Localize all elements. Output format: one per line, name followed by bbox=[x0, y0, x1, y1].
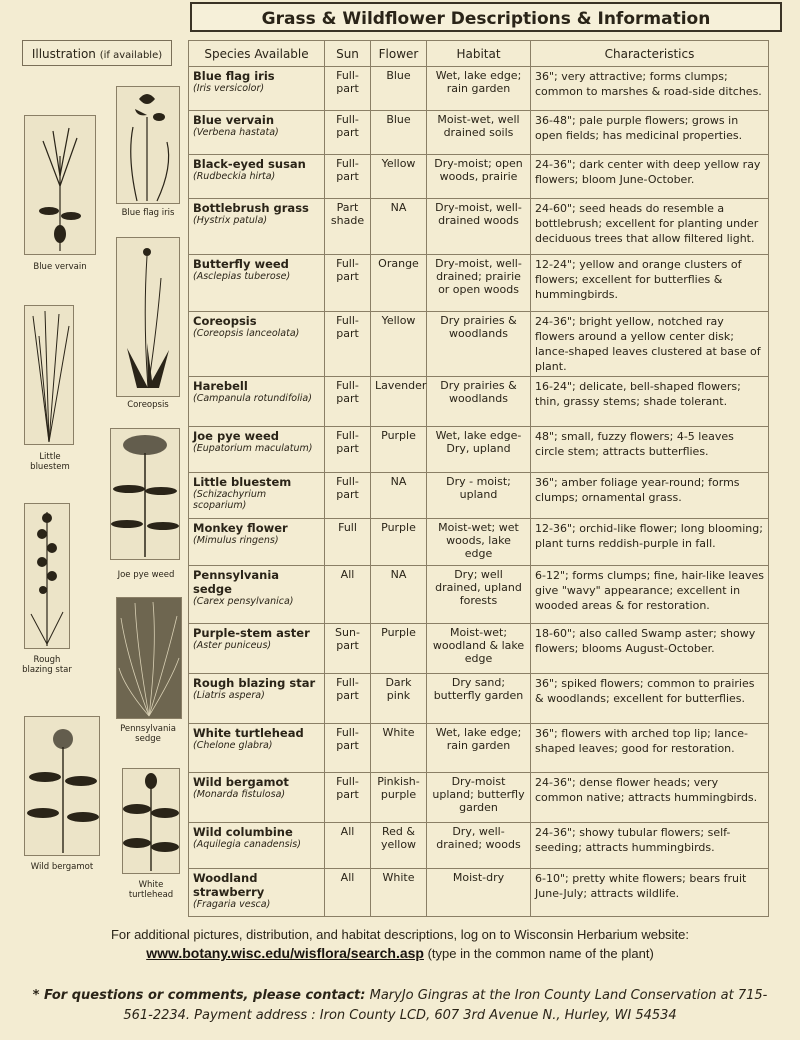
characteristics-cell: 36-48"; pale purple flowers; grows in open fields; has medicinal properties. bbox=[531, 111, 769, 155]
characteristics-cell: 24-36"; bright yellow, notched ray flowers around a yellow center disk; lance-shaped leaves clustered at base of plant. bbox=[531, 312, 769, 377]
table-row bbox=[189, 724, 769, 773]
habitat-cell: Dry, well-drained; woods bbox=[427, 823, 531, 869]
species-latin-name: (Iris versicolor) bbox=[193, 83, 265, 94]
sun-cell: Full-part bbox=[325, 155, 371, 199]
table-row bbox=[189, 519, 769, 566]
characteristics-cell: 18-60"; also called Swamp aster; showy flowers; blooms August-October. bbox=[531, 624, 769, 674]
sun-cell: Full-part bbox=[325, 312, 371, 377]
table-row bbox=[189, 427, 769, 473]
flower-cell: Blue bbox=[371, 67, 427, 111]
habitat-cell: Moist-wet; woodland & lake edge bbox=[427, 624, 531, 674]
contact-label: * For questions or comments, please contact: bbox=[32, 988, 366, 1003]
habitat-cell: Moist-dry bbox=[427, 869, 531, 917]
footer-website-note bbox=[40, 926, 760, 963]
habitat-cell: Moist-wet, well drained soils bbox=[427, 111, 531, 155]
species-cell bbox=[189, 674, 325, 724]
characteristics-cell: 36"; very attractive; forms clumps; common to marshes & road-side ditches. bbox=[531, 67, 769, 111]
joe-pye-weed-drawing bbox=[111, 429, 179, 559]
characteristics-cell: 36"; amber foliage year-round; forms clumps; ornamental grass. bbox=[531, 473, 769, 519]
flower-cell: Orange bbox=[371, 255, 427, 312]
coreopsis-illustration bbox=[116, 237, 180, 397]
page-title: Grass & Wildflower Descriptions & Information bbox=[190, 2, 782, 32]
species-latin-name: (Chelone glabra) bbox=[193, 740, 273, 751]
rough-blazing-star-caption: Rough blazing star bbox=[22, 655, 72, 675]
table-row bbox=[189, 312, 769, 377]
species-latin-name: (Campanula rotundifolia) bbox=[193, 393, 312, 404]
flower-cell: Yellow bbox=[371, 155, 427, 199]
species-cell bbox=[189, 377, 325, 427]
species-cell bbox=[189, 155, 325, 199]
species-common-name: Monkey flower bbox=[193, 521, 288, 535]
blue-flag-iris-drawing bbox=[117, 87, 179, 203]
habitat-cell: Wet, lake edge; rain garden bbox=[427, 724, 531, 773]
species-common-name: Purple-stem aster bbox=[193, 626, 310, 640]
blue-flag-iris-illustration bbox=[116, 86, 180, 204]
flower-cell: Yellow bbox=[371, 312, 427, 377]
species-cell bbox=[189, 255, 325, 312]
species-cell bbox=[189, 724, 325, 773]
flower-cell: Purple bbox=[371, 427, 427, 473]
pennsylvania-sedge-illustration bbox=[116, 597, 182, 719]
joe-pye-weed-caption: Joe pye weed bbox=[117, 570, 175, 580]
species-table bbox=[188, 40, 769, 917]
characteristics-cell: 6-10"; pretty white flowers; bears fruit June-July; attracts wildlife. bbox=[531, 869, 769, 917]
illustration-header-note: (if available) bbox=[99, 50, 163, 61]
species-common-name: Wild columbine bbox=[193, 825, 293, 839]
characteristics-cell: 16-24"; delicate, bell-shaped flowers; thin, grassy stems; shade tolerant. bbox=[531, 377, 769, 427]
habitat-cell: Wet, lake edge- Dry, upland bbox=[427, 427, 531, 473]
pennsylvania-sedge-drawing bbox=[117, 598, 181, 718]
little-bluestem-caption: Little bluestem bbox=[30, 452, 70, 472]
table-row bbox=[189, 473, 769, 519]
flower-cell: Pinkish-purple bbox=[371, 773, 427, 823]
species-latin-name: (Liatris aspera) bbox=[193, 690, 265, 701]
characteristics-cell: 12-24"; yellow and orange clusters of flowers; excellent for butterflies & hummingbirds. bbox=[531, 255, 769, 312]
habitat-cell: Dry-moist, well-drained; prairie or open woods bbox=[427, 255, 531, 312]
table-row bbox=[189, 199, 769, 255]
characteristics-cell: 24-36"; dark center with deep yellow ray flowers; bloom June-October. bbox=[531, 155, 769, 199]
header-flower: Flower bbox=[371, 41, 427, 67]
blue-flag-iris-caption: Blue flag iris bbox=[121, 208, 175, 218]
sun-cell: Part shade bbox=[325, 199, 371, 255]
white-turtlehead-caption: White turtlehead bbox=[128, 880, 174, 900]
habitat-cell: Dry-moist; open woods, prairie bbox=[427, 155, 531, 199]
wild-bergamot-drawing bbox=[25, 717, 99, 855]
flower-cell: White bbox=[371, 724, 427, 773]
sun-cell: Full-part bbox=[325, 473, 371, 519]
species-latin-name: (Aster puniceus) bbox=[193, 640, 272, 651]
header-species: Species Available bbox=[189, 41, 325, 67]
rough-blazing-star-illustration bbox=[24, 503, 70, 649]
species-cell bbox=[189, 473, 325, 519]
characteristics-cell: 12-36"; orchid-like flower; long blooming; plant turns reddish-purple in fall. bbox=[531, 519, 769, 566]
sun-cell: Sun-part bbox=[325, 624, 371, 674]
species-common-name: Little bluestem bbox=[193, 475, 292, 489]
characteristics-cell: 36"; spiked flowers; common to prairies & woodlands; excellent for butterflies. bbox=[531, 674, 769, 724]
habitat-cell: Dry prairies & woodlands bbox=[427, 312, 531, 377]
flower-cell: NA bbox=[371, 199, 427, 255]
species-cell bbox=[189, 427, 325, 473]
species-common-name: Butterfly weed bbox=[193, 257, 289, 271]
sun-cell: Full bbox=[325, 519, 371, 566]
sun-cell: All bbox=[325, 869, 371, 917]
species-common-name: White turtlehead bbox=[193, 726, 304, 740]
sun-cell: Full-part bbox=[325, 674, 371, 724]
species-latin-name: (Hystrix patula) bbox=[193, 215, 268, 226]
sun-cell: All bbox=[325, 823, 371, 869]
species-latin-name: (Aquilegia canadensis) bbox=[193, 839, 301, 850]
species-latin-name: (Fragaria vesca) bbox=[193, 899, 271, 910]
species-cell bbox=[189, 199, 325, 255]
sun-cell: Full-part bbox=[325, 724, 371, 773]
flower-cell: NA bbox=[371, 566, 427, 624]
flower-cell: NA bbox=[371, 473, 427, 519]
species-cell bbox=[189, 624, 325, 674]
little-bluestem-illustration bbox=[24, 305, 74, 445]
habitat-cell: Dry-moist upland; butterfly garden bbox=[427, 773, 531, 823]
species-cell bbox=[189, 773, 325, 823]
table-row bbox=[189, 377, 769, 427]
species-latin-name: (Verbena hastata) bbox=[193, 127, 279, 138]
species-latin-name: (Carex pensylvanica) bbox=[193, 596, 294, 607]
habitat-cell: Moist-wet; wet woods, lake edge bbox=[427, 519, 531, 566]
species-common-name: Rough blazing star bbox=[193, 676, 316, 690]
species-common-name: Black-eyed susan bbox=[193, 157, 306, 171]
species-cell bbox=[189, 566, 325, 624]
wild-bergamot-caption: Wild bergamot bbox=[30, 862, 94, 872]
table-row bbox=[189, 773, 769, 823]
species-common-name: Wild bergamot bbox=[193, 775, 289, 789]
blue-vervain-drawing bbox=[25, 116, 95, 254]
header-characteristics: Characteristics bbox=[531, 41, 769, 67]
table-header-row bbox=[189, 41, 769, 67]
characteristics-cell: 24-36"; showy tubular flowers; self-seeding; attracts hummingbirds. bbox=[531, 823, 769, 869]
table-row bbox=[189, 111, 769, 155]
species-common-name: Blue flag iris bbox=[193, 69, 275, 83]
table-row bbox=[189, 674, 769, 724]
habitat-cell: Dry; well drained, upland forests bbox=[427, 566, 531, 624]
flower-cell: Purple bbox=[371, 624, 427, 674]
footer-line1: For additional pictures, distribution, and habitat descriptions, log on to Wisconsin Herbarium website: bbox=[110, 927, 690, 942]
species-cell bbox=[189, 111, 325, 155]
table-row bbox=[189, 155, 769, 199]
habitat-cell: Wet, lake edge; rain garden bbox=[427, 67, 531, 111]
habitat-cell: Dry prairies & woodlands bbox=[427, 377, 531, 427]
sun-cell: Full-part bbox=[325, 773, 371, 823]
habitat-cell: Dry - moist; upland bbox=[427, 473, 531, 519]
flower-cell: Red & yellow bbox=[371, 823, 427, 869]
coreopsis-drawing bbox=[117, 238, 179, 396]
table-row bbox=[189, 624, 769, 674]
rough-blazing-star-drawing bbox=[25, 504, 69, 648]
sun-cell: Full-part bbox=[325, 377, 371, 427]
characteristics-cell: 36"; flowers with arched top lip; lance-shaped leaves; good for restoration. bbox=[531, 724, 769, 773]
blue-vervain-illustration bbox=[24, 115, 96, 255]
characteristics-cell: 48"; small, fuzzy flowers; 4-5 leaves circle stem; attracts butterflies. bbox=[531, 427, 769, 473]
flower-cell: Purple bbox=[371, 519, 427, 566]
footer-link-note: (type in the common name of the plant) bbox=[427, 946, 654, 961]
characteristics-cell: 6-12"; forms clumps; fine, hair-like leaves give "wavy" appearance; excellent in wooded areas & for restoration. bbox=[531, 566, 769, 624]
species-cell bbox=[189, 519, 325, 566]
table-row bbox=[189, 566, 769, 624]
species-latin-name: (Eupatorium maculatum) bbox=[193, 443, 313, 454]
species-common-name: Woodland strawberry bbox=[193, 871, 265, 899]
species-common-name: Coreopsis bbox=[193, 314, 257, 328]
species-cell bbox=[189, 312, 325, 377]
species-latin-name: (Rudbeckia hirta) bbox=[193, 171, 276, 182]
wild-bergamot-illustration bbox=[24, 716, 100, 856]
herbarium-link[interactable]: www.botany.wisc.edu/wisflora/search.asp bbox=[146, 945, 424, 961]
flower-cell: White bbox=[371, 869, 427, 917]
species-latin-name: (Mimulus ringens) bbox=[193, 535, 279, 546]
sun-cell: Full-part bbox=[325, 255, 371, 312]
species-latin-name: (Schizachyrium scoparium) bbox=[193, 489, 267, 511]
species-latin-name: (Coreopsis lanceolata) bbox=[193, 328, 300, 339]
little-bluestem-drawing bbox=[25, 306, 73, 444]
species-common-name: Harebell bbox=[193, 379, 248, 393]
habitat-cell: Dry sand; butterfly garden bbox=[427, 674, 531, 724]
pennsylvania-sedge-caption: Pennsylvania sedge bbox=[120, 724, 176, 744]
footer-contact bbox=[30, 986, 770, 1026]
white-turtlehead-drawing bbox=[123, 769, 179, 873]
table-row bbox=[189, 823, 769, 869]
table-row bbox=[189, 67, 769, 111]
flower-cell: Blue bbox=[371, 111, 427, 155]
sun-cell: All bbox=[325, 566, 371, 624]
sun-cell: Full-part bbox=[325, 111, 371, 155]
species-common-name: Bottlebrush grass bbox=[193, 201, 309, 215]
sun-cell: Full-part bbox=[325, 427, 371, 473]
species-cell bbox=[189, 869, 325, 917]
species-common-name: Blue vervain bbox=[193, 113, 275, 127]
illustration-column-header bbox=[22, 40, 172, 66]
species-common-name: Pennsylvania sedge bbox=[193, 568, 280, 596]
characteristics-cell: 24-36"; dense flower heads; very common native; attracts hummingbirds. bbox=[531, 773, 769, 823]
flower-cell: Lavender bbox=[371, 377, 427, 427]
flower-cell: Dark pink bbox=[371, 674, 427, 724]
species-cell bbox=[189, 67, 325, 111]
habitat-cell: Dry-moist, well-drained woods bbox=[427, 199, 531, 255]
species-cell bbox=[189, 823, 325, 869]
coreopsis-caption: Coreopsis bbox=[127, 400, 169, 410]
blue-vervain-caption: Blue vervain bbox=[33, 262, 87, 272]
table-row bbox=[189, 869, 769, 917]
illustration-header-label: Illustration bbox=[31, 47, 96, 61]
table-row bbox=[189, 255, 769, 312]
sun-cell: Full-part bbox=[325, 67, 371, 111]
species-latin-name: (Asclepias tuberose) bbox=[193, 271, 291, 282]
white-turtlehead-illustration bbox=[122, 768, 180, 874]
species-common-name: Joe pye weed bbox=[193, 429, 279, 443]
joe-pye-weed-illustration bbox=[110, 428, 180, 560]
species-latin-name: (Monarda fistulosa) bbox=[193, 789, 286, 800]
header-habitat: Habitat bbox=[427, 41, 531, 67]
contact-text: MaryJo Gingras at the Iron County Land Conservation at 715-561-2234. Payment address : Iron County LCD, 607 3rd Avenue N., Hurley, WI 54534 bbox=[123, 988, 768, 1023]
characteristics-cell: 24-60"; seed heads do resemble a bottlebrush; excellent for planting under deciduous trees that allow filtered light. bbox=[531, 199, 769, 255]
header-sun: Sun bbox=[325, 41, 371, 67]
